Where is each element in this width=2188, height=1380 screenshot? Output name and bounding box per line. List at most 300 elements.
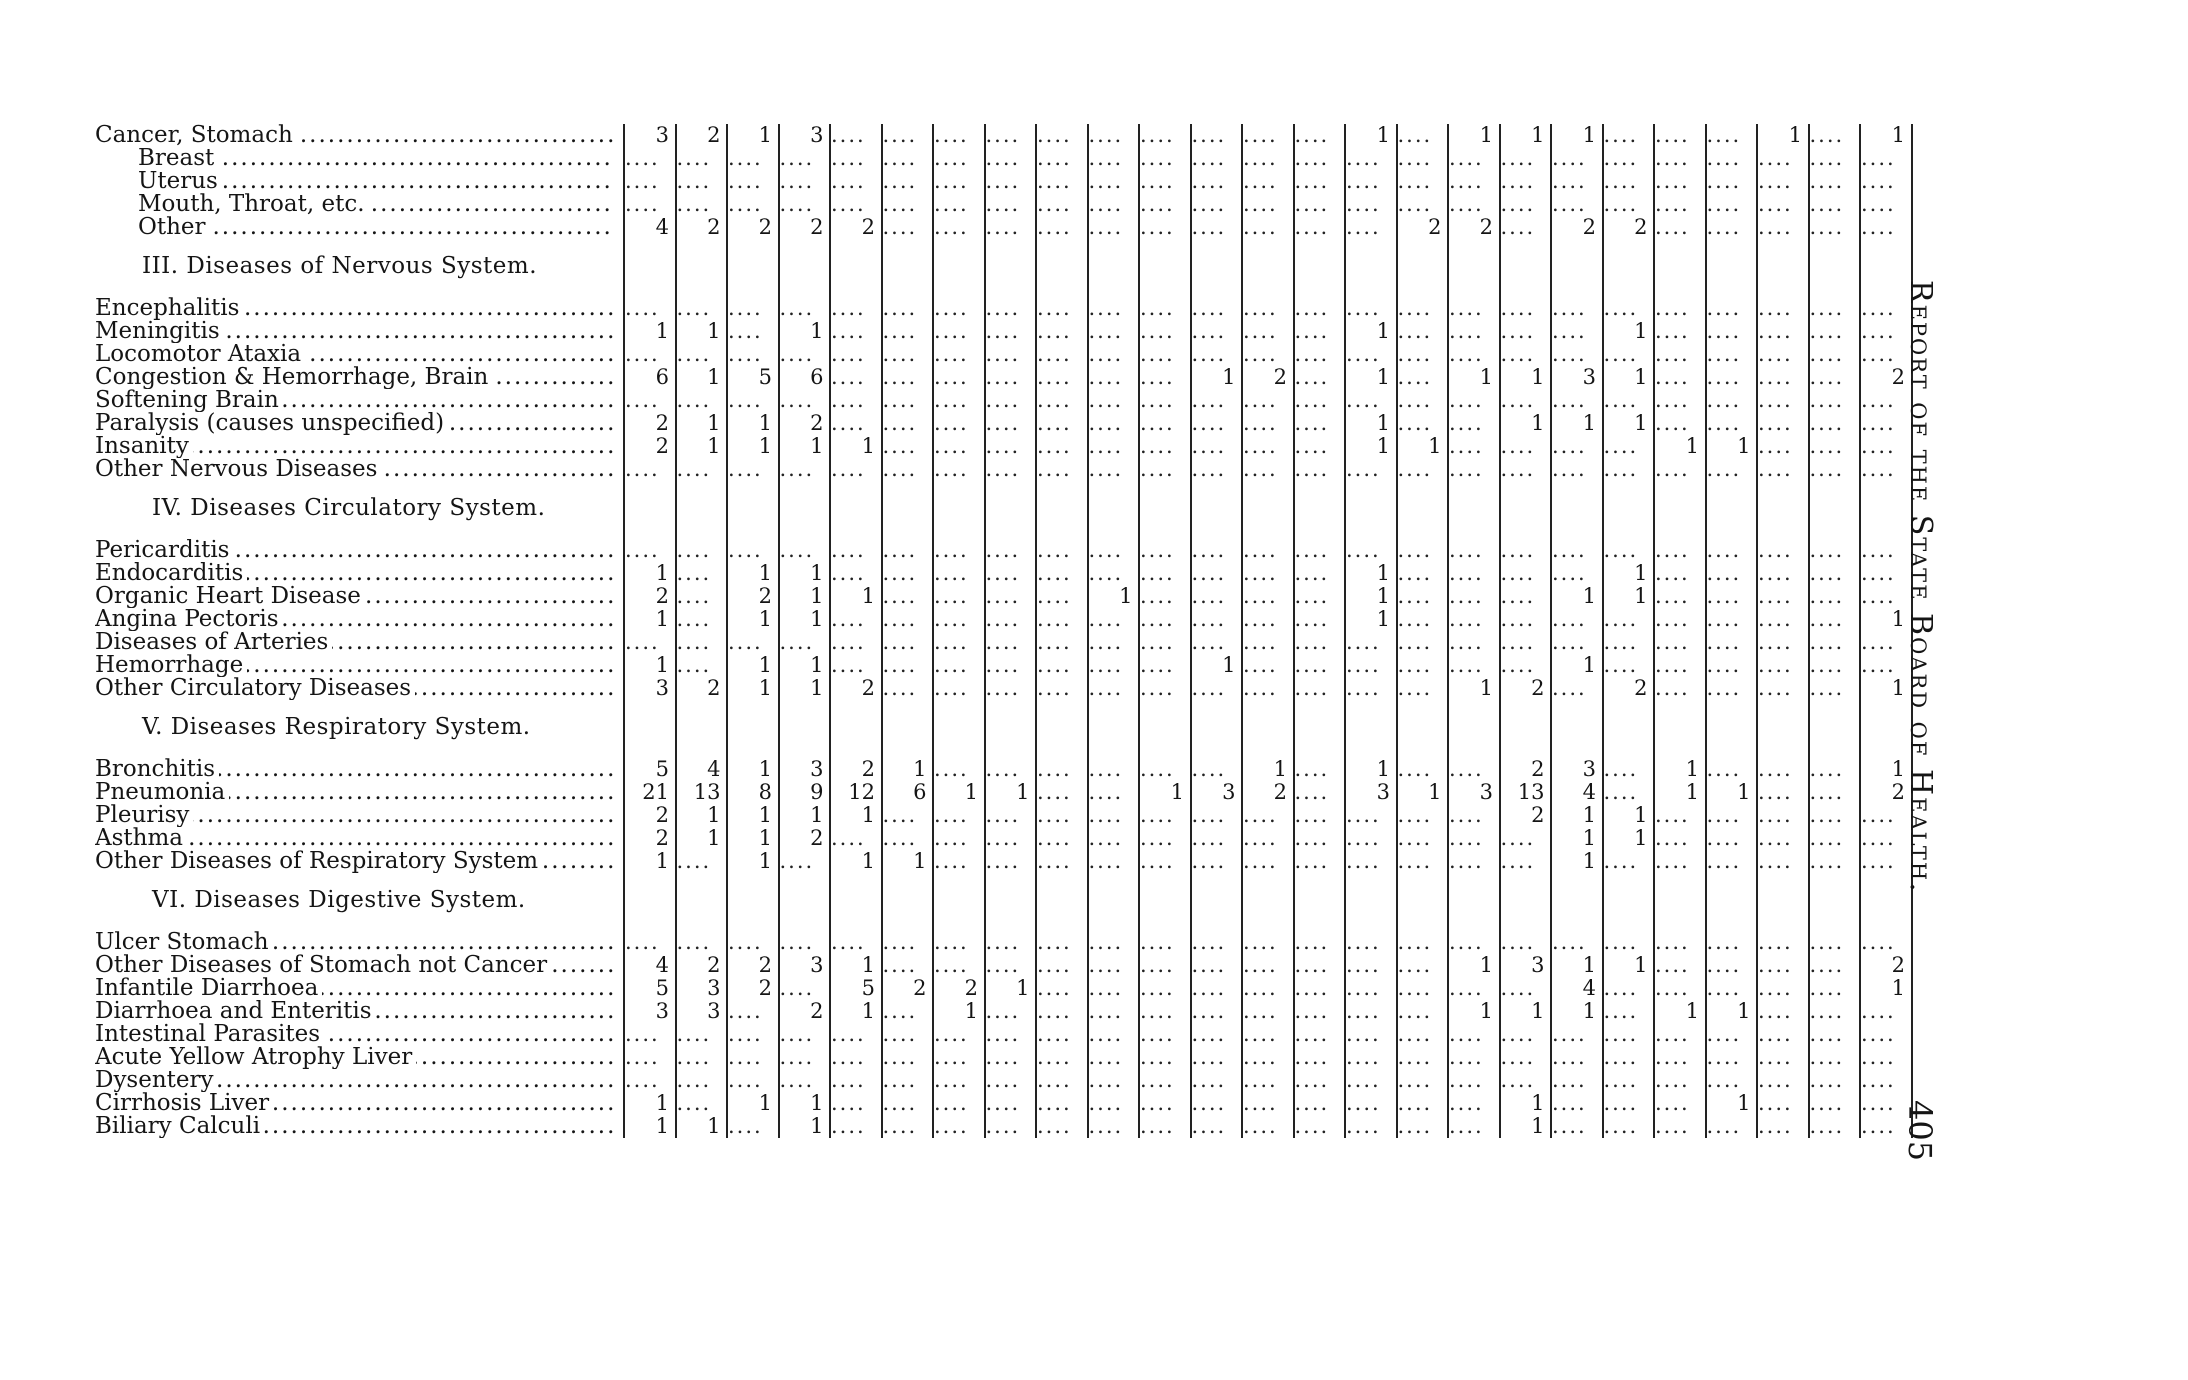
column-rule xyxy=(1344,124,1346,1138)
table-cell: .... xyxy=(728,1069,763,1092)
table-cell: 1 xyxy=(1531,1091,1545,1115)
table-cell: .... xyxy=(1243,631,1278,654)
table-cell: .... xyxy=(1191,677,1227,700)
table-cell: .... xyxy=(882,1023,918,1046)
table-cell: .... xyxy=(1603,781,1639,804)
table-cell: .... xyxy=(1809,1000,1845,1023)
table-cell: 3 xyxy=(655,999,669,1023)
table-cell: .... xyxy=(1346,850,1381,873)
table-cell: .... xyxy=(831,1092,866,1115)
table-cell: .... xyxy=(1397,1023,1433,1046)
table-cell: 2 xyxy=(964,976,978,1000)
table-cell: .... xyxy=(1397,954,1433,977)
table-cell: 3 xyxy=(1531,953,1545,977)
table-cell: .... xyxy=(1397,1069,1433,1092)
table-cell: .... xyxy=(1191,608,1227,631)
table-cell: .... xyxy=(1191,827,1227,850)
table-cell: .... xyxy=(1243,654,1278,677)
table-cell: .... xyxy=(1500,389,1536,412)
table-cell: .... xyxy=(1809,781,1845,804)
table-cell: 2 xyxy=(1531,803,1545,827)
table-cell: .... xyxy=(1603,343,1639,366)
table-cell: .... xyxy=(1140,585,1175,608)
table-cell: 1 xyxy=(810,607,824,631)
table-cell: 1 xyxy=(1531,411,1545,435)
table-cell: .... xyxy=(1449,804,1484,827)
table-cell: .... xyxy=(831,931,866,954)
table-cell: 2 xyxy=(1634,676,1648,700)
table-cell: 1 xyxy=(758,849,772,873)
table-cell: 5 xyxy=(758,365,772,389)
table-cell: .... xyxy=(625,193,660,216)
table-cell: .... xyxy=(1037,654,1072,677)
table-cell: .... xyxy=(1809,1046,1845,1069)
table-cell: .... xyxy=(831,124,866,147)
table-cell: .... xyxy=(1809,1023,1845,1046)
table-cell: 1 xyxy=(1376,584,1390,608)
table-cell: .... xyxy=(1552,931,1587,954)
table-cell: .... xyxy=(676,931,712,954)
table-cell: .... xyxy=(1037,1000,1072,1023)
table-cell: .... xyxy=(985,954,1021,977)
table-cell: .... xyxy=(676,539,712,562)
table-cell: .... xyxy=(1243,1115,1278,1138)
table-cell: .... xyxy=(882,170,918,193)
table-cell: .... xyxy=(1346,1115,1381,1138)
table-cell: .... xyxy=(1809,585,1845,608)
table-cell: 1 xyxy=(861,803,875,827)
table-cell: .... xyxy=(625,458,660,481)
table-cell: 1 xyxy=(1170,780,1184,804)
table-cell: .... xyxy=(1758,850,1793,873)
table-cell: .... xyxy=(1552,677,1587,700)
table-cell: 2 xyxy=(861,757,875,781)
table-cell: .... xyxy=(1088,124,1124,147)
row-label xyxy=(95,389,614,412)
table-cell: .... xyxy=(1140,389,1175,412)
table-cell: .... xyxy=(1809,631,1845,654)
table-cell: .... xyxy=(934,1092,969,1115)
table-cell: .... xyxy=(1243,435,1278,458)
table-cell: .... xyxy=(934,931,969,954)
table-cell: .... xyxy=(1346,954,1381,977)
table-cell: .... xyxy=(1552,1023,1587,1046)
table-cell: 1 xyxy=(758,653,772,677)
table-cell: .... xyxy=(1655,954,1690,977)
table-cell: .... xyxy=(1140,124,1175,147)
table-cell: .... xyxy=(1397,977,1433,1000)
table-cell: .... xyxy=(1449,435,1484,458)
table-cell: .... xyxy=(1758,458,1793,481)
table-cell: .... xyxy=(1346,1000,1381,1023)
table-cell: .... xyxy=(625,147,660,170)
table-cell: .... xyxy=(1706,631,1742,654)
table-cell: .... xyxy=(625,343,660,366)
table-cell: .... xyxy=(1552,1046,1587,1069)
table-cell: .... xyxy=(1500,585,1536,608)
table-cell: .... xyxy=(1294,539,1330,562)
table-cell: .... xyxy=(728,1000,763,1023)
table-cell: .... xyxy=(1088,631,1124,654)
table-cell: .... xyxy=(985,124,1021,147)
table-cell: .... xyxy=(1758,654,1793,677)
table-cell: .... xyxy=(1243,804,1278,827)
table-cell: .... xyxy=(1088,654,1124,677)
table-cell: .... xyxy=(934,170,969,193)
table-cell: 1 xyxy=(758,676,772,700)
row-label-text: Acute Yellow Atrophy Liver xyxy=(95,1046,416,1069)
table-cell: .... xyxy=(1603,608,1639,631)
table-cell: .... xyxy=(882,1069,918,1092)
table-cell: .... xyxy=(985,631,1021,654)
table-cell: .... xyxy=(1861,435,1896,458)
column-rule xyxy=(1447,124,1449,1138)
table-cell: .... xyxy=(1655,608,1690,631)
table-cell: 1 xyxy=(707,1114,721,1138)
table-cell: 4 xyxy=(1582,976,1596,1000)
table-cell: .... xyxy=(1500,216,1536,239)
table-cell: .... xyxy=(625,539,660,562)
table-cell: 1 xyxy=(655,319,669,343)
table-cell: 1 xyxy=(1016,780,1030,804)
table-cell: .... xyxy=(934,758,969,781)
row-label-text: Diarrhoea and Enteritis xyxy=(95,1000,376,1023)
row-label xyxy=(95,654,614,677)
table-cell: 2 xyxy=(707,215,721,239)
table-cell: 1 xyxy=(1222,365,1236,389)
table-cell: .... xyxy=(1449,850,1484,873)
table-cell: .... xyxy=(1500,147,1536,170)
table-cell: 1 xyxy=(1737,999,1751,1023)
table-cell: .... xyxy=(1603,1069,1639,1092)
table-cell: .... xyxy=(1706,366,1742,389)
table-cell: .... xyxy=(1294,1069,1330,1092)
table-cell: .... xyxy=(1861,931,1896,954)
table-cell: 1 xyxy=(810,676,824,700)
table-cell: .... xyxy=(1603,147,1639,170)
table-cell: .... xyxy=(1140,850,1175,873)
table-cell: .... xyxy=(676,654,712,677)
table-cell: .... xyxy=(1140,677,1175,700)
table-cell: .... xyxy=(1809,977,1845,1000)
table-cell: .... xyxy=(1758,320,1793,343)
table-cell: .... xyxy=(1655,170,1690,193)
table-cell: .... xyxy=(1809,827,1845,850)
table-cell: .... xyxy=(1088,343,1124,366)
table-cell: .... xyxy=(1140,320,1175,343)
table-cell: 1 xyxy=(1634,319,1648,343)
table-cell: .... xyxy=(1243,147,1278,170)
table-cell: .... xyxy=(676,1069,712,1092)
table-cell: .... xyxy=(1552,1115,1587,1138)
table-cell: .... xyxy=(1809,1069,1845,1092)
table-cell: 2 xyxy=(1634,215,1648,239)
table-cell: 1 xyxy=(655,607,669,631)
table-cell: .... xyxy=(728,170,763,193)
table-cell: .... xyxy=(985,1115,1021,1138)
table-cell: .... xyxy=(1294,458,1330,481)
row-label xyxy=(95,124,614,147)
table-cell: .... xyxy=(1294,193,1330,216)
row-label-text: Paralysis (causes unspecified) xyxy=(95,412,448,435)
table-cell: 1 xyxy=(810,803,824,827)
table-cell: 2 xyxy=(707,953,721,977)
table-cell: .... xyxy=(1706,850,1742,873)
table-cell: .... xyxy=(1397,608,1433,631)
table-cell: 1 xyxy=(1634,826,1648,850)
table-cell: .... xyxy=(1500,539,1536,562)
table-cell: .... xyxy=(779,343,815,366)
table-cell: .... xyxy=(1088,1023,1124,1046)
table-cell: .... xyxy=(1191,1069,1227,1092)
table-cell: .... xyxy=(1088,170,1124,193)
table-cell: .... xyxy=(934,1046,969,1069)
table-cell: .... xyxy=(728,631,763,654)
table-cell: .... xyxy=(1243,539,1278,562)
table-cell: .... xyxy=(1758,1023,1793,1046)
table-cell: 2 xyxy=(655,584,669,608)
table-cell: .... xyxy=(1758,827,1793,850)
column-rule xyxy=(1499,124,1501,1138)
table-cell: .... xyxy=(1294,1000,1330,1023)
table-cell: 2 xyxy=(707,123,721,147)
table-cell: 1 xyxy=(810,561,824,585)
table-cell: 1 xyxy=(1634,411,1648,435)
table-cell: .... xyxy=(1243,562,1278,585)
table-cell: .... xyxy=(831,320,866,343)
table-cell: .... xyxy=(1809,1092,1845,1115)
table-cell: .... xyxy=(1191,631,1227,654)
table-cell: .... xyxy=(985,435,1021,458)
table-cell: .... xyxy=(1706,585,1742,608)
table-cell: .... xyxy=(1346,804,1381,827)
table-cell: .... xyxy=(1140,827,1175,850)
table-cell: .... xyxy=(779,1069,815,1092)
table-cell: .... xyxy=(1037,343,1072,366)
table-cell: 1 xyxy=(810,1091,824,1115)
table-cell: .... xyxy=(1397,1046,1433,1069)
table-cell: .... xyxy=(1191,389,1227,412)
table-cell: .... xyxy=(1088,216,1124,239)
table-cell: .... xyxy=(1397,366,1433,389)
table-cell: 1 xyxy=(964,999,978,1023)
row-label-text: Diseases of Arteries xyxy=(95,631,332,654)
table-cell: 1 xyxy=(1582,584,1596,608)
table-cell: 1 xyxy=(655,1091,669,1115)
table-cell: .... xyxy=(1140,147,1175,170)
table-cell: .... xyxy=(1809,1115,1845,1138)
table-cell: .... xyxy=(1500,1023,1536,1046)
table-cell: .... xyxy=(934,1023,969,1046)
table-cell: .... xyxy=(1449,1023,1484,1046)
table-cell: 2 xyxy=(655,803,669,827)
table-cell: .... xyxy=(1449,343,1484,366)
table-cell: .... xyxy=(1809,954,1845,977)
table-cell: 1 xyxy=(1582,849,1596,873)
table-cell: 1 xyxy=(707,803,721,827)
table-cell: .... xyxy=(1655,1046,1690,1069)
table-cell: .... xyxy=(1758,366,1793,389)
table-cell: .... xyxy=(1294,389,1330,412)
table-cell: .... xyxy=(1861,320,1896,343)
table-cell: .... xyxy=(1758,931,1793,954)
table-cell: 1 xyxy=(758,561,772,585)
table-cell: .... xyxy=(1603,977,1639,1000)
table-cell: .... xyxy=(1037,677,1072,700)
table-cell: .... xyxy=(1037,435,1072,458)
table-cell: .... xyxy=(676,193,712,216)
table-cell: .... xyxy=(1037,170,1072,193)
table-cell: .... xyxy=(1037,758,1072,781)
table-cell: .... xyxy=(1552,562,1587,585)
table-cell: .... xyxy=(934,804,969,827)
table-cell: .... xyxy=(882,1092,918,1115)
table-cell: 1 xyxy=(1737,780,1751,804)
table-cell: 1 xyxy=(1531,123,1545,147)
column-rule xyxy=(726,124,728,1138)
table-cell: .... xyxy=(1243,389,1278,412)
table-cell: .... xyxy=(1861,170,1896,193)
table-cell: .... xyxy=(1294,124,1330,147)
table-cell: .... xyxy=(1758,216,1793,239)
table-cell: 1 xyxy=(758,803,772,827)
row-label xyxy=(95,758,614,781)
table-cell: .... xyxy=(1552,1069,1587,1092)
table-cell: .... xyxy=(1861,562,1896,585)
table-cell: .... xyxy=(985,320,1021,343)
table-cell: .... xyxy=(1140,631,1175,654)
row-label xyxy=(95,297,614,320)
table-cell: 3 xyxy=(1582,757,1596,781)
running-title: Report of the State Board of Health. xyxy=(1903,280,1938,894)
table-cell: .... xyxy=(1140,216,1175,239)
table-cell: .... xyxy=(1449,827,1484,850)
table-cell: .... xyxy=(1449,562,1484,585)
table-cell: .... xyxy=(1552,608,1587,631)
column-rule xyxy=(1293,124,1295,1138)
table-cell: .... xyxy=(1809,804,1845,827)
table-cell: 3 xyxy=(1479,780,1493,804)
table-cell: .... xyxy=(1294,147,1330,170)
table-cell: 1 xyxy=(707,365,721,389)
table-cell: .... xyxy=(1552,320,1587,343)
table-cell: .... xyxy=(1346,1069,1381,1092)
table-cell: .... xyxy=(779,170,815,193)
table-cell: .... xyxy=(779,850,815,873)
table-cell: .... xyxy=(1037,539,1072,562)
table-cell: 1 xyxy=(655,653,669,677)
table-cell: 5 xyxy=(655,976,669,1000)
table-cell: .... xyxy=(625,389,660,412)
table-cell: .... xyxy=(1397,170,1433,193)
table-cell: 1 xyxy=(1788,123,1802,147)
table-cell: .... xyxy=(1294,585,1330,608)
table-cell: 1 xyxy=(1376,561,1390,585)
table-cell: 1 xyxy=(1582,123,1596,147)
table-cell: .... xyxy=(1861,193,1896,216)
table-cell: .... xyxy=(1861,827,1896,850)
row-label-text: Mouth, Throat, etc. xyxy=(138,193,369,216)
table-cell: .... xyxy=(728,458,763,481)
table-cell: 1 xyxy=(1428,434,1442,458)
table-cell: .... xyxy=(1758,170,1793,193)
table-cell: .... xyxy=(1603,850,1639,873)
table-cell: .... xyxy=(676,850,712,873)
table-cell: .... xyxy=(1655,977,1690,1000)
table-cell: .... xyxy=(1294,608,1330,631)
table-cell: .... xyxy=(728,1046,763,1069)
table-cell: .... xyxy=(1809,608,1845,631)
table-cell: 1 xyxy=(758,1091,772,1115)
table-cell: .... xyxy=(1243,216,1278,239)
table-cell: .... xyxy=(1655,562,1690,585)
table-cell: 1 xyxy=(810,584,824,608)
table-cell: 1 xyxy=(1376,434,1390,458)
table-cell: .... xyxy=(1243,1000,1278,1023)
row-label xyxy=(95,954,614,977)
row-label xyxy=(95,1115,614,1138)
table-cell: .... xyxy=(1346,677,1381,700)
table-cell: .... xyxy=(1655,320,1690,343)
table-cell: .... xyxy=(1758,297,1793,320)
table-cell: .... xyxy=(831,1069,866,1092)
row-label-text: Organic Heart Disease xyxy=(95,585,365,608)
row-label xyxy=(138,170,614,193)
table-cell: 1 xyxy=(1376,319,1390,343)
table-cell: .... xyxy=(1603,1092,1639,1115)
table-cell: 1 xyxy=(861,849,875,873)
table-cell: .... xyxy=(1861,297,1896,320)
table-cell: .... xyxy=(779,193,815,216)
table-cell: .... xyxy=(1346,631,1381,654)
table-cell: .... xyxy=(1243,412,1278,435)
column-rule xyxy=(1602,124,1604,1138)
table-cell: 1 xyxy=(1891,607,1905,631)
table-cell: .... xyxy=(1552,631,1587,654)
table-cell: 4 xyxy=(1582,780,1596,804)
table-cell: .... xyxy=(1140,654,1175,677)
table-cell: 1 xyxy=(861,953,875,977)
table-cell: .... xyxy=(1191,193,1227,216)
table-cell: .... xyxy=(1758,1092,1793,1115)
row-label xyxy=(95,677,614,700)
table-cell: .... xyxy=(1500,850,1536,873)
table-cell: .... xyxy=(1500,458,1536,481)
table-cell: .... xyxy=(1397,585,1433,608)
table-cell: 1 xyxy=(758,826,772,850)
table-cell: 1 xyxy=(1479,365,1493,389)
table-cell: 2 xyxy=(1891,953,1905,977)
table-cell: .... xyxy=(831,147,866,170)
table-cell: 1 xyxy=(1479,999,1493,1023)
table-cell: .... xyxy=(1861,412,1896,435)
table-cell: .... xyxy=(1861,850,1896,873)
table-cell: .... xyxy=(985,366,1021,389)
table-cell: .... xyxy=(1088,412,1124,435)
column-rule xyxy=(1087,124,1089,1138)
table-cell: 1 xyxy=(1685,999,1699,1023)
table-cell: .... xyxy=(1346,539,1381,562)
table-cell: .... xyxy=(831,1115,866,1138)
table-cell: 1 xyxy=(1582,999,1596,1023)
table-cell: .... xyxy=(1603,1046,1639,1069)
table-cell: .... xyxy=(934,389,969,412)
table-cell: .... xyxy=(1809,147,1845,170)
table-cell: .... xyxy=(1809,931,1845,954)
table-cell: .... xyxy=(1037,608,1072,631)
table-cell: .... xyxy=(1758,631,1793,654)
column-rule xyxy=(1756,124,1758,1138)
